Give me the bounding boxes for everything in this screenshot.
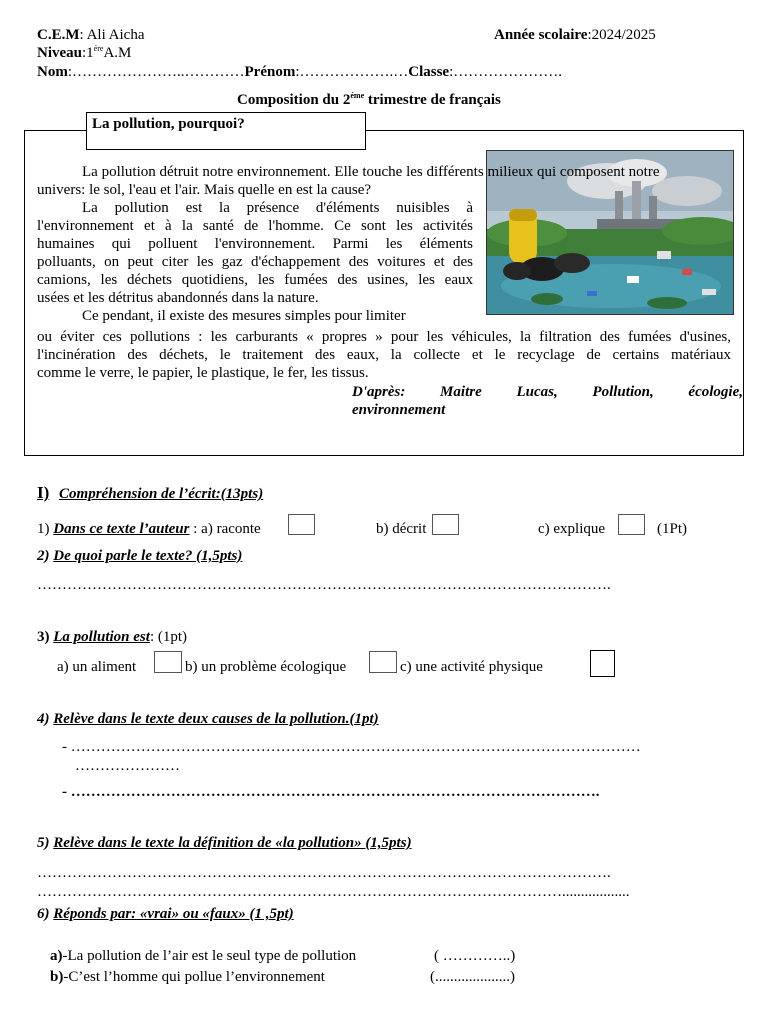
q6-b-label: b) xyxy=(50,969,64,985)
q4-answer-line1-cont[interactable]: ………………… xyxy=(75,758,180,774)
section1-number: I) xyxy=(37,483,50,502)
q3-option-c: c) une activité physique xyxy=(400,659,543,675)
level-line: $Niveau:1^{ére}A.M$ xyxy=(37,44,132,61)
q6-statement-b xyxy=(50,968,325,986)
p2-line6: usées et les détritus abandonnés dans la nature. xyxy=(37,290,319,306)
q1-checkbox-a[interactable] xyxy=(288,514,315,535)
p3-block xyxy=(37,328,731,382)
exam-title: Composition du $2^{éme}$ trimestre de français xyxy=(237,91,501,108)
prenom-field[interactable]: :……………….… xyxy=(295,64,409,80)
q1-number: 1) xyxy=(37,521,50,537)
school-year xyxy=(494,26,656,44)
p3-line2: ou éviter ces pollutions : les carburants « propres » pour les véhicules, la filtration des fumées d'usines, xyxy=(37,329,731,345)
q5-answer-line2[interactable]: …………………………………………………………………………………………….................. xyxy=(37,884,630,900)
text-title-box xyxy=(86,112,366,150)
q6-a-text: -La pollution de l’air est le seul type de pollution xyxy=(62,948,357,964)
q4-prompt: Relève dans le texte deux causes de la pollution.(1pt) xyxy=(53,711,379,727)
source-line2: environnement xyxy=(352,402,446,418)
q6-prompt: Réponds par: «vrai» ou «faux» (1 ,5pt) xyxy=(53,906,294,922)
q4-line xyxy=(37,710,379,728)
source-line1: D'après: Maitre Lucas, Pollution, écologie, xyxy=(352,384,743,400)
text-title: La pollution, pourquoi? xyxy=(92,116,245,132)
p2-line1: La pollution est la présence d'éléments nuisibles à xyxy=(82,200,473,216)
student-info-line xyxy=(37,63,562,81)
q3-checkbox-a[interactable] xyxy=(154,651,182,673)
q6-line xyxy=(37,905,294,923)
q4-answer-line2[interactable]: - ……………………………………………………………………………………………. xyxy=(62,784,600,800)
p2-block xyxy=(37,199,473,325)
year-value: :2024/2025 xyxy=(587,27,656,43)
q6-a-label: a) xyxy=(50,948,63,964)
q6-number: 6) xyxy=(37,906,50,922)
q6-statement-a xyxy=(50,947,356,965)
p1-line2: univers: le sol, l'eau et l'air. Mais quelle en est la cause? xyxy=(37,182,372,198)
q5-number: 5) xyxy=(37,835,50,851)
level-label: Niveau xyxy=(37,45,82,61)
q5-answer-line1[interactable]: ……………………………………………………………………………………………………. xyxy=(37,865,611,881)
q3-option-b: b) un problème écologique xyxy=(185,659,347,675)
q6-b-answer[interactable]: (....................) xyxy=(430,969,515,985)
q5-line xyxy=(37,834,412,852)
q1-line xyxy=(37,520,261,538)
q6-b-text: -C’est l’homme qui pollue l’environnement xyxy=(63,969,325,985)
q1-option-a: : a) raconte xyxy=(189,521,261,537)
section1-title: Compréhension de l’écrit:(13pts) xyxy=(59,486,264,502)
p3-line3: l'incinération des déchets, le traitement des eaux, la collecte et le recyclage de certains matériaux xyxy=(37,347,731,363)
q1-option-c: c) explique xyxy=(538,521,606,537)
p2-line3: humaines qui polluent l'environnement. Parmi les éléments xyxy=(37,236,473,252)
prenom-label: Prénom xyxy=(244,64,296,80)
q1-option-b: b) décrit xyxy=(376,521,427,537)
q2-answer-line[interactable]: ……………………………………………………………………………………………………. xyxy=(37,577,611,593)
q4-number: 4) xyxy=(37,711,50,727)
q3-option-a: a) un aliment xyxy=(57,659,137,675)
year-label: Année scolaire xyxy=(494,27,588,43)
school-line xyxy=(37,26,145,44)
q5-prompt: Relève dans le texte la définition de «la pollution» (1,5pts) xyxy=(53,835,412,851)
q1-points: (1Pt) xyxy=(657,521,687,537)
q1-checkbox-c[interactable] xyxy=(618,514,645,535)
cem-value: : Ali Aicha xyxy=(79,27,145,43)
q4-answer-line1[interactable]: - …………………………………………………………………………………………………… xyxy=(62,739,641,755)
classe-field[interactable]: :…………………. xyxy=(449,64,563,80)
cem-label: C.E.M xyxy=(37,27,80,43)
q1-prompt: Dans ce texte l’auteur xyxy=(53,521,190,537)
q3-number: 3) xyxy=(37,629,50,645)
q2-line xyxy=(37,547,242,565)
p3-line4: comme le verre, le papier, le plastique, le fer, les tissus. xyxy=(37,365,369,381)
p2-line2: l'environnement et à la santé de l'homme. Ce sont les activités xyxy=(37,218,473,234)
q3-points: : (1pt) xyxy=(149,629,188,645)
q3-line xyxy=(37,628,187,646)
section1-heading xyxy=(37,484,263,503)
q3-prompt: La pollution est xyxy=(53,629,150,645)
q1-checkbox-b[interactable] xyxy=(432,514,459,535)
p2-line4: polluants, on peut citer les gaz d'échappement des voitures et des xyxy=(37,254,473,270)
classe-label: Classe xyxy=(408,64,450,80)
nom-field[interactable]: :…………………..………… xyxy=(67,64,245,80)
q3-checkbox-c[interactable] xyxy=(590,650,615,677)
source-citation xyxy=(352,383,743,419)
q2-number: 2) xyxy=(37,548,50,564)
p1-line1: La pollution détruit notre environnement. Elle touche les différents milieux qui composent notre xyxy=(82,164,660,180)
q6-a-answer[interactable]: ( …………..) xyxy=(434,948,516,964)
q3-checkbox-b[interactable] xyxy=(369,651,397,673)
q2-prompt: De quoi parle le texte? (1,5pts) xyxy=(53,548,243,564)
nom-label: Nom xyxy=(37,64,68,80)
p3-line1: Ce pendant, il existe des mesures simples pour limiter xyxy=(82,308,406,324)
p2-line5: camions, les déchets quotidiens, les fumées des usines, les eaux xyxy=(37,272,473,288)
